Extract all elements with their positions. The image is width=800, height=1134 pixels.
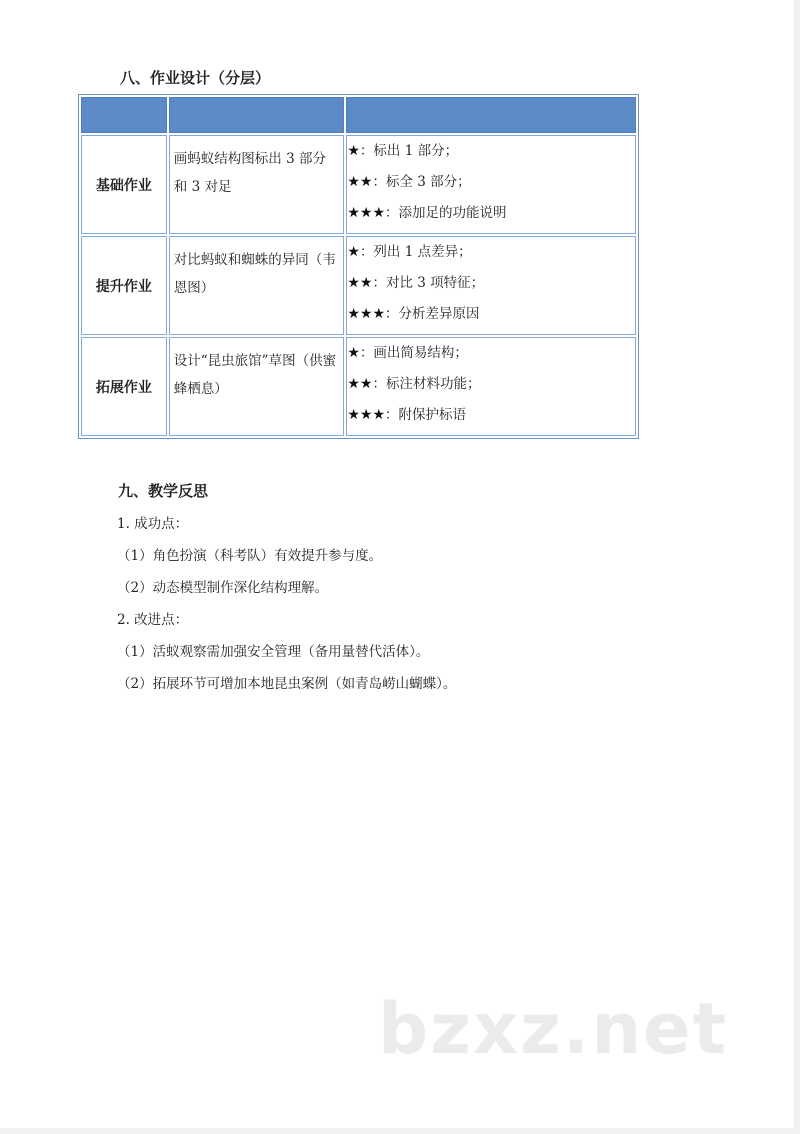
section-9-heading: 九、教学反思 bbox=[118, 482, 209, 500]
watermark: bzxz.net bbox=[378, 988, 729, 1070]
star-rating: ★★★ bbox=[347, 205, 386, 221]
star-rating: ★ bbox=[347, 244, 360, 260]
category-label: 拓展作业 bbox=[95, 380, 152, 396]
level-line bbox=[347, 268, 635, 299]
star-rating: ★★★ bbox=[347, 306, 386, 322]
level-line bbox=[347, 198, 635, 229]
category-label: 提升作业 bbox=[95, 279, 152, 295]
star-rating: ★★ bbox=[347, 376, 373, 392]
category-cell bbox=[81, 236, 167, 335]
header-cell bbox=[346, 97, 636, 133]
levels-cell bbox=[346, 135, 636, 234]
section-8-heading: 八、作业设计（分层） bbox=[120, 69, 271, 87]
level-line bbox=[347, 136, 635, 167]
star-rating: ★★★ bbox=[347, 407, 386, 423]
star-rating: ★★ bbox=[347, 275, 373, 291]
table-header-row bbox=[81, 97, 636, 133]
reflection-line: （1）活蚁观察需加强安全管理（备用量替代活体）。 bbox=[117, 644, 430, 660]
level-text: ：添加足的功能说明 bbox=[385, 205, 507, 221]
level-text: ：标出 1 部分； bbox=[359, 143, 459, 159]
homework-design-table bbox=[78, 94, 639, 439]
header-cell bbox=[169, 97, 345, 133]
reflection-line: 2. 改进点： bbox=[117, 612, 189, 628]
star-rating: ★ bbox=[347, 143, 360, 159]
task-text: 画蚂蚁结构图标出 3 部分和 3 对足 bbox=[173, 151, 326, 195]
level-text: ：附保护标语 bbox=[385, 407, 467, 423]
table-row bbox=[81, 337, 636, 436]
task-cell bbox=[169, 236, 345, 335]
level-text: ：标全 3 部分； bbox=[372, 174, 471, 190]
task-cell bbox=[169, 135, 345, 234]
reflection-line: （2）拓展环节可增加本地昆虫案例（如青岛崂山蝴蝶）。 bbox=[117, 676, 457, 692]
reflection-line: （2）动态模型制作深化结构理解。 bbox=[117, 580, 329, 596]
level-line bbox=[347, 299, 635, 330]
level-text: ：分析差异原因 bbox=[385, 306, 480, 322]
levels-cell bbox=[346, 236, 636, 335]
reflection-line: 1. 成功点： bbox=[117, 516, 189, 532]
level-line bbox=[347, 369, 635, 400]
task-text: 对比蚂蚁和蜘蛛的异同（韦恩图） bbox=[173, 252, 336, 296]
table-row bbox=[81, 236, 636, 335]
level-line bbox=[347, 338, 635, 369]
task-text: 设计“昆虫旅馆”草图（供蜜蜂栖息） bbox=[173, 353, 337, 397]
level-text: ：标注材料功能； bbox=[372, 376, 481, 392]
reflection-line: （1）角色扮演（科考队）有效提升参与度。 bbox=[117, 548, 383, 564]
task-cell bbox=[169, 337, 345, 436]
category-cell bbox=[81, 337, 167, 436]
level-line bbox=[347, 400, 635, 431]
level-line bbox=[347, 167, 635, 198]
level-text: ：列出 1 点差异； bbox=[359, 244, 472, 260]
category-cell bbox=[81, 135, 167, 234]
category-label: 基础作业 bbox=[95, 178, 152, 194]
star-rating: ★★ bbox=[347, 174, 373, 190]
level-text: ：画出简易结构； bbox=[359, 345, 468, 361]
levels-cell bbox=[346, 337, 636, 436]
star-rating: ★ bbox=[347, 345, 360, 361]
table-row bbox=[81, 135, 636, 234]
level-line bbox=[347, 237, 635, 268]
level-text: ：对比 3 项特征； bbox=[372, 275, 485, 291]
header-cell bbox=[81, 97, 167, 133]
